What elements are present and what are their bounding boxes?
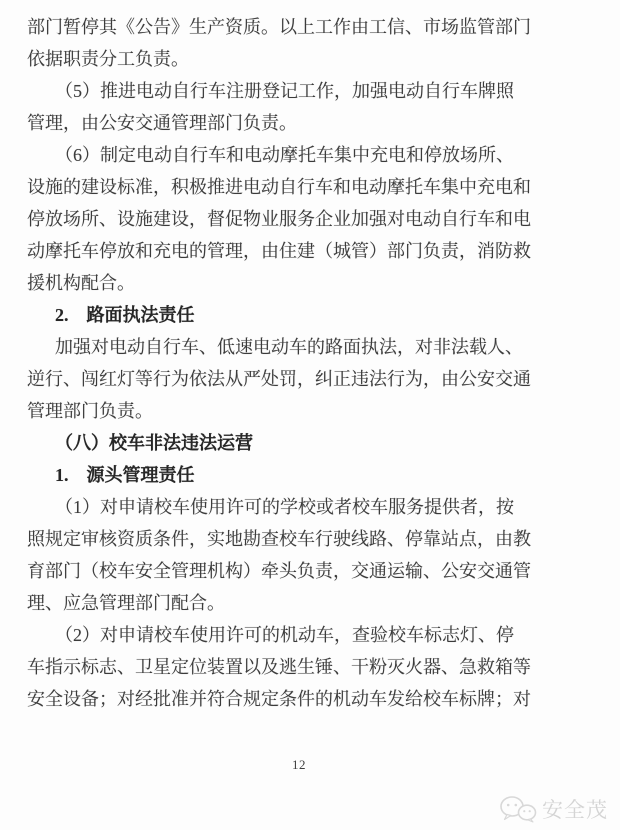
text-line: （1）对申请校车使用许可的学校或者校车服务提供者，按 (55, 497, 514, 517)
text-line: （5）推进电动自行车注册登记工作，加强电动自行车牌照 (55, 81, 514, 101)
text-line: 管理部门负责。 (27, 401, 153, 421)
text-line: （6）制定电动自行车和电动摩托车集中充电和停放场所、 (55, 145, 514, 165)
text-line: 安全设备；对经批准并符合规定条件的机动车发给校车标牌；对 (27, 689, 531, 709)
page-number: 12 (292, 757, 306, 772)
text-line: 理、应急管理部门配合。 (27, 593, 225, 613)
text-line: 动摩托车停放和充电的管理，由住建（城管）部门负责，消防救 (27, 241, 531, 261)
text-line: 部门暂停其《公告》生产资质。以上工作由工信、市场监管部门 (27, 17, 531, 37)
heading-line: （八）校车非法违法运营 (55, 433, 253, 453)
watermark-label: 安全茂 (542, 799, 608, 822)
text-line: 设施的建设标准，积极推进电动自行车和电动摩托车集中充电和 (27, 177, 531, 197)
watermark (498, 794, 608, 824)
text-line: 车指示标志、卫星定位装置以及逃生锤、干粉灭火器、急救箱等 (27, 657, 531, 677)
text-line: 育部门（校车安全管理机构）牵头负责，交通运输、公安交通管 (27, 561, 531, 581)
text-line: 照规定审核资质条件，实地勘查校车行驶线路、停靠站点，由教 (27, 529, 531, 549)
heading-line: 1. 源头管理责任 (55, 465, 195, 485)
wechat-icon (498, 795, 538, 823)
text-line: 援机构配合。 (27, 273, 135, 293)
text-line: 逆行、闯红灯等行为依法从严处罚，纠正违法行为，由公安交通 (27, 369, 531, 389)
text-line: 停放场所、设施建设，督促物业服务企业加强对电动自行车和电 (27, 209, 531, 229)
document-text-block (27, 11, 543, 715)
text-line: 依据职责分工负责。 (27, 49, 189, 69)
heading-line: 2. 路面执法责任 (55, 305, 195, 325)
text-line: 加强对电动自行车、低速电动车的路面执法，对非法载人、 (55, 337, 523, 357)
text-line: （2）对申请校车使用许可的机动车，查验校车标志灯、停 (55, 625, 514, 645)
text-line: 管理，由公安交通管理部门负责。 (27, 113, 297, 133)
